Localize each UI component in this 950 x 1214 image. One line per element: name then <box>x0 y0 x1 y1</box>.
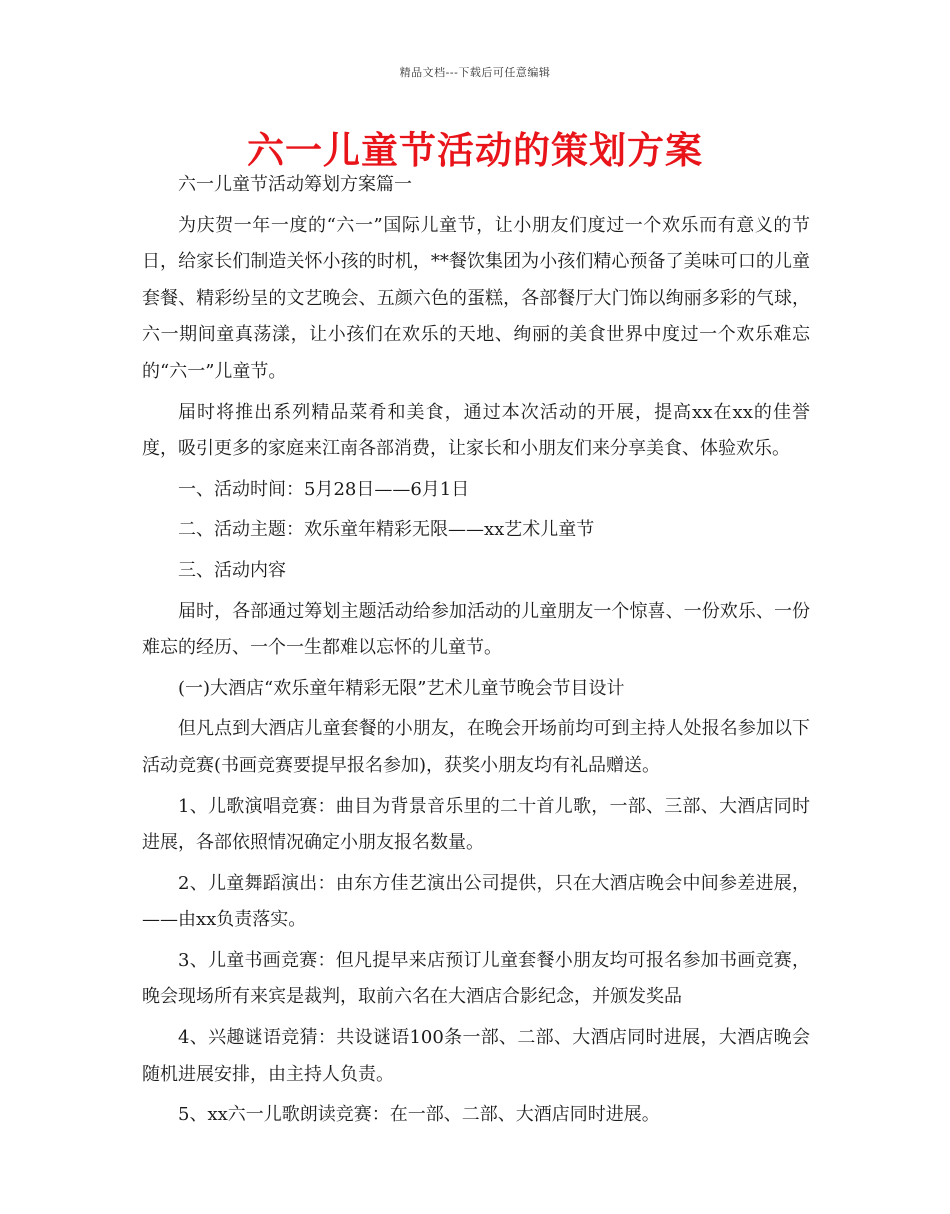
paragraph-content: 届时，各部通过筹划主题活动给参加活动的儿童朋友一个惊喜、一份欢乐、一份难忘的经历、一个一生都难以忘怀的儿童节。 <box>142 600 810 659</box>
section-heading: 六一儿童节活动筹划方案篇一 <box>178 174 412 195</box>
list-item-riddles: 4、兴趣谜语竞猜：共设谜语100条一部、二部、大酒店同时进展，大酒店晚会随机进展安排，由主持人负责。 <box>142 1027 810 1085</box>
paragraph-registration: 但凡点到大酒店儿童套餐的小朋友，在晚会开场前均可到主持人处报名参加以下活动竞赛(书画竞赛要提早报名参加)，获奖小朋友均有礼品赠送。 <box>142 718 810 776</box>
list-item-dance: 2、儿童舞蹈演出：由东方佳艺演出公司提供，只在大酒店晚会中间参差进展，——由xx负责落实。 <box>142 872 810 931</box>
header-note: 精品文档---下载后可任意编辑 <box>399 66 551 79</box>
paragraph-promotion: 届时将推出系列精品菜肴和美食，通过本次活动的开展，提高xx在xx的佳誉度，吸引更多的家庭来江南各部消费，让家长和小朋友们来分享美食、体验欢乐。 <box>142 401 810 460</box>
document-body <box>142 167 810 1134</box>
list-item-painting: 3、儿童书画竞赛：但凡提早来店预订儿童套餐小朋友均可报名参加书画竞赛，晚会现场所有来宾是裁判，取前六名在大酒店合影纪念，并颁发奖品 <box>142 949 810 1008</box>
subsection-heading: (一)大酒店“欢乐童年精彩无限”艺术儿童节晚会节目设计 <box>178 677 625 699</box>
activity-content-heading: 三、活动内容 <box>178 559 286 581</box>
activity-time: 一、活动时间：5月28日——6月1日 <box>178 478 470 500</box>
activity-theme: 二、活动主题：欢乐童年精彩无限——xx艺术儿童节 <box>178 519 595 541</box>
document-title: 六一儿童节活动的策划方案 <box>247 129 703 172</box>
list-item-recitation: 5、xx六一儿歌朗读竞赛：在一部、二部、大酒店同时进展。 <box>178 1104 660 1126</box>
paragraph-intro: 为庆贺一年一度的“六一”国际儿童节，让小朋友们度过一个欢乐而有意义的节日，给家长们制造关怀小孩的时机，**餐饮集团为小孩们精心预备了美味可口的儿童套餐、精彩纷呈的文艺晚会、五颜六色的蛋糕，各部餐厅大门饰以绚丽多彩的气球，六一期间童真荡漾，让小孩们在欢乐的天地、绚丽的美食世界中度过一个欢乐难忘的“六一”儿童节。 <box>142 214 810 382</box>
list-item-song-contest: 1、儿歌演唱竞赛：曲目为背景音乐里的二十首儿歌，一部、三部、大酒店同时进展，各部依照情况确定小朋友报名数量。 <box>142 795 810 854</box>
